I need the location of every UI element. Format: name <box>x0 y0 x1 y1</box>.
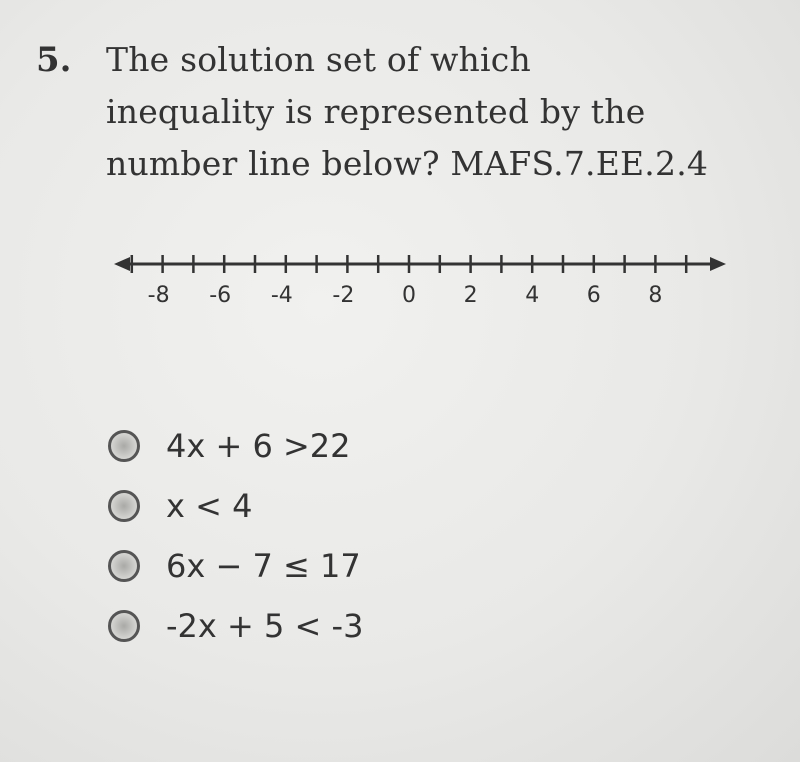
tick-label: 6 <box>586 283 601 308</box>
tick-label: -6 <box>209 283 232 308</box>
tick-label: 2 <box>463 283 478 308</box>
number-line <box>106 240 736 320</box>
choice-d[interactable] <box>108 596 363 656</box>
question-text <box>106 34 708 190</box>
choice-a[interactable] <box>108 416 363 476</box>
choice-c[interactable] <box>108 536 363 596</box>
tick-label: 0 <box>402 283 416 308</box>
question-number: 5. <box>36 40 72 80</box>
radio-button[interactable] <box>108 610 140 642</box>
tick-label: 8 <box>648 283 663 308</box>
tick-label: -4 <box>270 283 293 308</box>
question-line: The solution set of which <box>106 40 531 79</box>
choice-label: 4x + 6 >22 <box>166 427 351 465</box>
tick-label: 4 <box>525 283 540 308</box>
tick-label: -8 <box>147 283 170 308</box>
question-line: inequality is represented by the <box>106 92 646 131</box>
tick-label: -2 <box>332 283 355 308</box>
left-arrow-icon <box>114 257 130 271</box>
question-line: number line below? MAFS.7.EE.2.4 <box>106 144 709 183</box>
choice-b[interactable] <box>108 476 363 536</box>
right-arrow-icon <box>710 257 726 271</box>
radio-button[interactable] <box>108 550 140 582</box>
radio-button[interactable] <box>108 430 140 462</box>
radio-button[interactable] <box>108 490 140 522</box>
answer-choices <box>108 416 363 656</box>
choice-label: x < 4 <box>166 487 253 525</box>
choice-label: -2x + 5 < -3 <box>166 607 364 645</box>
choice-label: 6x − 7 ≤ 17 <box>166 547 361 585</box>
